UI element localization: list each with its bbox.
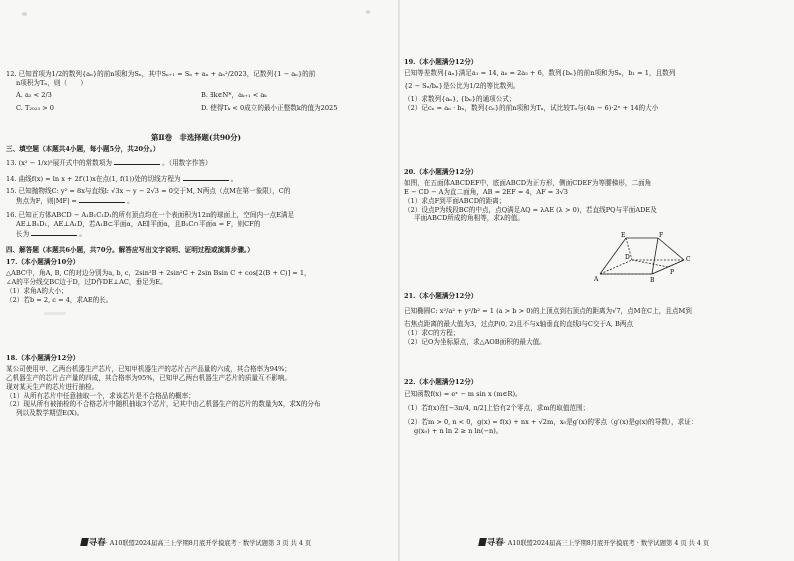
question-20	[404, 168, 784, 223]
pentahedron-figure	[592, 230, 696, 284]
brand-logo-icon	[478, 538, 487, 546]
figure-label-p: P	[670, 269, 675, 276]
figure-label-a: A	[594, 276, 599, 283]
footer-brand: 寻春	[88, 537, 106, 548]
q12-stem-line2: n项积为Tₙ，则（ ）	[16, 78, 87, 87]
q14-end: 。	[230, 175, 238, 183]
q19-stem-line1: 已知等差数列{aₙ}满足a₁ = 14, a₆ = 2a₅ + 6，数列{bₙ}的前n项和为Sₙ，b₁ = 1，且数列	[404, 68, 676, 77]
footer-text: · A10联盟2024届高三上学期8月底开学摸底考 · 数学试题第 4 页 共 4 页	[503, 539, 710, 547]
q18-part-2: （2）现从所有被抽检的不合格芯片中随机抽取3个芯片，记其中由乙机器生产的芯片的数量为X，求X的分布	[6, 400, 321, 409]
footer-text: · A10联盟2024届高三上学期8月底开学摸底考 · 数学试题第 3 页 共 4 页	[105, 539, 312, 547]
q20-stem-line2: E − CD − A为直二面角，AB = 2EF = 4，AF = 3√3	[404, 187, 568, 196]
q19-part-1: （1）求数列{aₙ}, {bₙ}的通项公式；	[404, 94, 516, 103]
q16-stem-line2: AE⊥B₁D₁，AE⊥A₁D，若A₁B⊂平面α，AE∥平面α，且B₁C∩平面α = F，则CF的	[16, 219, 261, 228]
q22-part-2: （2）若m > 0, n < 0，g(x) = f(x) + nx + √2m，x₀是g′(x)的零点（g′(x)是g(x)的导数），求证：	[404, 417, 698, 426]
q13-answer-blank	[114, 158, 160, 165]
q18-part-1: （1）从所有芯片中任意抽取一个，求该芯片是不合格品的概率；	[6, 391, 195, 400]
page-fold	[398, 0, 400, 561]
question-21	[404, 292, 784, 346]
figure-label-e: E	[621, 232, 626, 239]
q12-option-c: C. T₂₀₂₃ > 0	[16, 103, 54, 112]
q22-part-2-cont: g(x₀) + n ln 2 ≥ n ln(−n)。	[414, 426, 503, 435]
exam-page-3	[6, 8, 386, 553]
question-18	[6, 354, 386, 418]
fill-section-header: 三、填空题（本题共4小题，每小题5分，共20分。）	[6, 145, 160, 153]
q19-title: 19.（本小题满分12分）	[404, 58, 478, 66]
q20-part-2: （2）设点P为线段BC的中点，点Q满足AQ = λAE (λ > 0)，若直线PQ与平面ADE及	[404, 205, 657, 214]
q12-options	[6, 91, 386, 113]
q14-answer-blank	[183, 174, 229, 181]
question-13	[6, 158, 386, 168]
footer-brand: 寻春	[486, 537, 504, 548]
exam-page-4	[404, 8, 784, 553]
page-footer	[404, 538, 784, 549]
figure-label-f: F	[659, 232, 664, 239]
q13-note: 。（用数字作答）	[162, 159, 212, 167]
q15-end: 。	[127, 196, 134, 205]
q17-stem-line1: △ABC中，角A, B, C的对边分别为a, b, c，2sin²B + 2sin²C + 2sin Bsin C + cos[2(B + C)] = 1，	[6, 268, 311, 277]
q16-answer-blank	[31, 229, 77, 236]
q17-stem-line2: ∠A的平分线交BC边于D，过D作DE⊥AC，垂足为E。	[6, 277, 167, 286]
q13-text: 13. (x² − 1/x)⁵展开式中的常数项为	[6, 159, 112, 167]
question-17	[6, 258, 386, 304]
brand-logo-icon	[80, 538, 89, 546]
q21-stem-line1: 已知椭圆C: x²/a² + y²/b² = 1 (a > b > 0)的上顶点到右顶点的距离为√7，点M在C上，且点M到	[404, 306, 692, 315]
q18-stem-line3: 现对某天生产的芯片进行抽检。	[6, 382, 99, 391]
q12-option-a: A. a₂ < 2/3	[16, 90, 52, 99]
q16-text: 长为	[16, 229, 30, 238]
q20-part-2-cont: 平面ABCD所成的角相等，求λ的值。	[414, 214, 524, 223]
solve-section-header: 四、解答题（本题共6小题，共70分。解答应写出文字说明、证明过程或演算步骤。）	[6, 246, 254, 254]
question-14	[6, 174, 386, 184]
q12-option-d: D. 使得Tₖ < 0成立的最小正整数k的值为2025	[201, 103, 338, 112]
q15-answer-blank	[79, 196, 125, 203]
q16-stem-line1: 16. 已知正方体ABCD − A₁B₁C₁D₁的所有顶点均在一个表面积为12π的球面上，空间内一点E满足	[6, 211, 295, 219]
figure-label-c: C	[686, 256, 691, 263]
question-19	[404, 58, 784, 112]
q22-title: 22.（本小题满分12分）	[404, 378, 478, 386]
q19-part-2: （2）记cₙ = aₙ · bₙ，数列{cₙ}的前n项和为Tₙ，试比较Tₙ与(4n − 6)·2ⁿ + 14的大小	[404, 103, 659, 112]
q15-stem-line1: 15. 已知抛物线C: y² = 8x与直线l: √3x − y − 2√3 = 0交于M, N两点（点M在第一象限），C的	[6, 187, 291, 195]
figure-label-b: B	[650, 277, 655, 284]
q19-stem-line2: {2 − Sₙ/bₙ}是公比为1/2的等比数列。	[404, 81, 520, 90]
q16-stem-line3	[6, 229, 386, 239]
q21-part-2: （2）记O为坐标原点，求△AOB面积的最大值。	[404, 337, 546, 346]
q21-part-1: （1）求C的方程；	[404, 328, 460, 337]
question-16	[6, 211, 386, 239]
q20-stem-line1: 如图，在五面体ABCDEF中，底面ABCD为正方形，侧面CDEF为等腰梯形，二面角	[404, 178, 652, 187]
q12-option-b: B. ∃k∈N*，aₖ₊₁ < aₖ	[201, 90, 267, 99]
q18-part-2-cont: 列以及数学期望E(X)。	[16, 409, 84, 418]
q22-stem-line1: 已知函数f(x) = eˣ − m sin x (m∈R)。	[404, 389, 522, 398]
q15-text: 焦点为F，则|MF| =	[16, 196, 77, 205]
part2-title: 第Ⅱ卷 非选择题(共90分)	[150, 133, 242, 142]
question-12	[6, 70, 386, 113]
q18-stem-line1: 某公司使用甲、乙两台机器生产芯片，已知甲机器生产的芯片占产品量的六成，其合格率为94%；	[6, 364, 291, 373]
q16-end: 。	[79, 229, 86, 238]
q17-part-1: （1）求角A的大小；	[6, 286, 68, 295]
question-22	[404, 378, 784, 435]
q20-title: 20.（本小题满分12分）	[404, 168, 478, 176]
q18-title: 18.（本小题满分12分）	[6, 354, 80, 362]
page-footer	[6, 538, 386, 549]
q18-stem-line2: 乙机器生产的芯片占产量的四成，其合格率为95%，已知甲乙两台机器生产芯片的质量互不影响。	[6, 373, 291, 382]
q20-part-1: （1）求点F到平面ABCD的距离；	[404, 196, 506, 205]
q21-title: 21.（本小题满分12分）	[404, 292, 478, 300]
q22-part-1: （1）若f(x)在[−3π/4, π/2]上恰有2个零点，求m的取值范围；	[404, 403, 590, 412]
q17-part-2: （2）若b = 2, c = 4，求AE的长。	[6, 295, 113, 304]
figure-label-d: D	[625, 254, 630, 261]
question-15	[6, 187, 386, 206]
q14-text: 14. 曲线f(x) = ln x + 2f′(1)x在点(1, f(1))处的切线方程为	[6, 175, 181, 183]
q21-stem-line2: 右焦点距离的最大值为3，过点P(0, 2)且不与x轴垂直的直线l与C交于A, B两点	[404, 319, 634, 328]
q15-stem-line2	[6, 196, 386, 206]
q17-title: 17.（本小题满分10分）	[6, 258, 80, 266]
q12-stem-line1: 12. 已知首项为1/2的数列{aₙ}的前n项和为Sₙ，其中Sₙ₊₁ = Sₙ + aₙ + aₙ²/2023，记数列{1 − aₙ}的前	[6, 70, 316, 78]
